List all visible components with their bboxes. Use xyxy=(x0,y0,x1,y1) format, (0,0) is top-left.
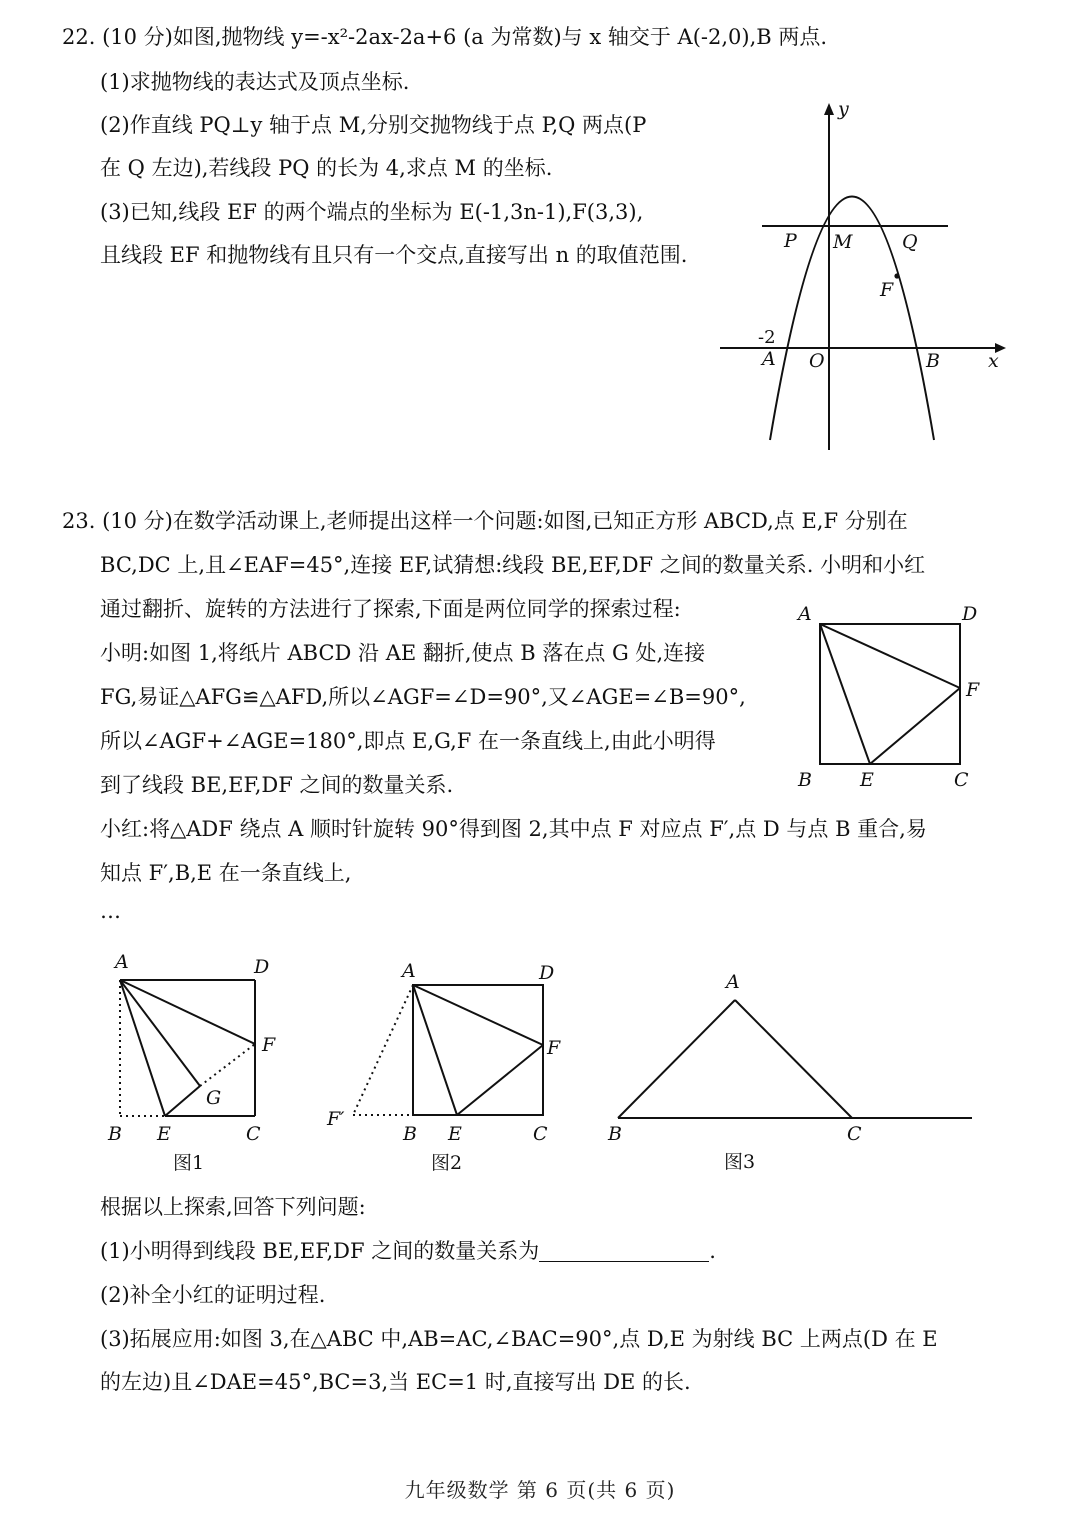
figure-3 xyxy=(600,960,980,1180)
q23-line7: 到了线段 BE,EF,DF 之间的数量关系. xyxy=(100,773,454,797)
label-a: A xyxy=(726,971,740,993)
label-q: Q xyxy=(902,231,918,253)
q22-parabola-graph xyxy=(720,95,1020,455)
q23-question1 xyxy=(100,1236,716,1266)
segment-af xyxy=(820,624,960,688)
square-figure xyxy=(790,598,1000,798)
q22-part1: (1)求抛物线的表达式及顶点坐标. xyxy=(100,70,410,94)
page-footer: 九年级数学 第 6 页(共 6 页) xyxy=(404,1478,676,1502)
q23-question3-line2: 的左边)且∠DAE=45°,BC=3,当 EC=1 时,直接写出 DE 的长. xyxy=(100,1370,691,1394)
side-ac xyxy=(735,1000,852,1118)
label-e: E xyxy=(860,769,874,791)
q23-line8: 小红:将△ADF 绕点 A 顺时针旋转 90°得到图 2,其中点 F 对应点 F′,点 D 与点 B 重合,易 xyxy=(100,817,927,841)
label-a: A xyxy=(798,603,812,625)
label-b: B xyxy=(798,769,812,791)
q22-part3-line2: 且线段 EF 和抛物线有且只有一个交点,直接写出 n 的取值范围. xyxy=(100,243,688,267)
q23-line9: 知点 F′,B,E 在一条直线上, xyxy=(100,861,352,885)
label-e: E xyxy=(157,1123,171,1145)
label-a: A xyxy=(762,348,776,370)
label-f: F xyxy=(880,279,894,301)
label-c: C xyxy=(246,1123,261,1145)
label-b: B xyxy=(108,1123,122,1145)
q23-line1: 23. (10 分)在数学活动课上,老师提出这样一个问题:如图,已知正方形 ABCD,点 E,F 分别在 xyxy=(62,509,908,533)
label-a: A xyxy=(402,960,416,982)
q23-ellipsis: … xyxy=(100,899,121,923)
q22-part2-line1: (2)作直线 PQ⊥y 轴于点 M,分别交抛物线于点 P,Q 两点(P xyxy=(100,113,647,137)
segment-ae xyxy=(120,980,165,1116)
label-f: F xyxy=(262,1034,276,1056)
segment-ag xyxy=(120,980,200,1086)
q23-questions-intro: 根据以上探索,回答下列问题: xyxy=(100,1195,366,1219)
q23-question1-text: (1)小明得到线段 BE,EF,DF 之间的数量关系为 xyxy=(100,1239,540,1263)
label-c: C xyxy=(954,769,969,791)
label-f: F xyxy=(547,1037,561,1059)
figure-2 xyxy=(325,955,565,1180)
square-abcd xyxy=(820,624,960,764)
q22-stem: 22. (10 分)如图,抛物线 y=-x²-2ax-2a+6 (a 为常数)与 x 轴交于 A(-2,0),B 两点. xyxy=(62,25,828,49)
label-y: y xyxy=(838,98,849,120)
label-d: D xyxy=(254,956,270,978)
segment-ef xyxy=(457,1045,543,1115)
label-f: F xyxy=(966,679,980,701)
label-a: A xyxy=(115,951,129,973)
label-neg2: -2 xyxy=(758,327,776,348)
label-o: O xyxy=(809,350,825,372)
label-c: C xyxy=(533,1123,548,1145)
segment-af xyxy=(120,980,255,1044)
q23-question1-end: . xyxy=(709,1239,716,1263)
label-d: D xyxy=(962,603,978,625)
q22-part2-line2: 在 Q 左边),若线段 PQ 的长为 4,求点 M 的坐标. xyxy=(100,156,553,180)
segment-ef xyxy=(870,688,960,764)
segment-ae xyxy=(413,985,457,1115)
q23-line6: 所以∠AGF+∠AGE=180°,即点 E,G,F 在一条直线上,由此小明得 xyxy=(100,729,716,753)
label-p: P xyxy=(784,230,797,252)
y-axis-arrow-icon xyxy=(824,103,834,115)
label-c: C xyxy=(847,1123,862,1145)
side-ab xyxy=(618,1000,735,1118)
answer-blank[interactable] xyxy=(539,1239,709,1262)
figure-1 xyxy=(100,948,300,1178)
segment-af xyxy=(413,985,543,1045)
label-b: B xyxy=(608,1123,622,1145)
segment-eg xyxy=(165,1086,200,1116)
q23-question3-line1: (3)拓展应用:如图 3,在△ABC 中,AB=AC,∠BAC=90°,点 D,E 为射线 BC 上两点(D 在 E xyxy=(100,1327,938,1351)
q22-part3-line1: (3)已知,线段 EF 的两个端点的坐标为 E(-1,3n-1),F(3,3), xyxy=(100,200,644,224)
q23-line2: BC,DC 上,且∠EAF=45°,连接 EF,试猜想:线段 BE,EF,DF 之间的数量关系. 小明和小红 xyxy=(100,553,926,577)
q23-line5: FG,易证△AFG≌△AFD,所以∠AGF=∠D=90°,又∠AGE=∠B=90°, xyxy=(100,685,746,709)
dotted-gf xyxy=(200,1044,255,1086)
label-d: D xyxy=(539,962,555,984)
q23-question2: (2)补全小红的证明过程. xyxy=(100,1283,326,1307)
label-x: x xyxy=(988,350,999,372)
q23-line4: 小明:如图 1,将纸片 ABCD 沿 AE 翻折,使点 B 落在点 G 处,连接 xyxy=(100,641,706,665)
label-g: G xyxy=(206,1087,222,1109)
caption-fig2: 图2 xyxy=(431,1152,463,1174)
label-m: M xyxy=(833,231,853,253)
caption-fig1: 图1 xyxy=(173,1152,205,1174)
label-f-prime: F′ xyxy=(327,1108,345,1130)
label-b: B xyxy=(403,1123,417,1145)
label-e: E xyxy=(448,1123,462,1145)
square-abcd xyxy=(413,985,543,1115)
segment-ae xyxy=(820,624,870,764)
point-f-dot xyxy=(894,273,899,278)
caption-fig3: 图3 xyxy=(724,1151,756,1173)
q23-line3: 通过翻折、旋转的方法进行了探索,下面是两位同学的探索过程: xyxy=(100,597,681,621)
label-b: B xyxy=(926,350,940,372)
dotted-af-prime xyxy=(353,985,413,1115)
